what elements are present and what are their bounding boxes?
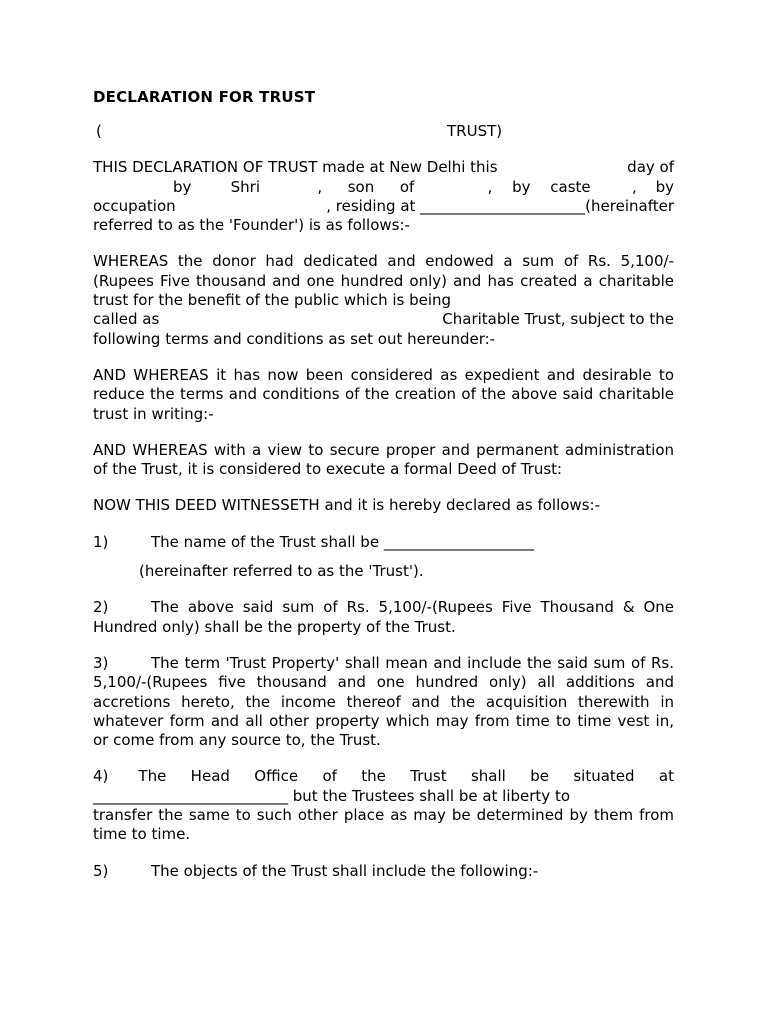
intro-line-2 bbox=[93, 178, 674, 197]
trust-name-open-paren: ( bbox=[96, 122, 102, 141]
clause-4-head-office bbox=[138, 767, 674, 786]
whereas-1-text: WHEREAS the donor had dedicated and endowed a sum of Rs. 5,100/- (Rupees Five thousand and one hundred only) and has created a charitable trust for the benefit of the public which is being bbox=[93, 252, 674, 310]
intro-line-1 bbox=[93, 158, 674, 177]
intro-word: caste bbox=[550, 177, 591, 196]
intro-paragraph bbox=[93, 158, 674, 235]
whereas-1-called-line bbox=[93, 310, 674, 329]
clause-4-rest: transfer the same to such other place as may be determined by them from time to time. bbox=[93, 806, 674, 844]
document-page bbox=[93, 88, 674, 898]
intro-by-shri bbox=[173, 178, 260, 197]
intro-occupation: occupation bbox=[93, 196, 176, 215]
clause-number: 5) bbox=[93, 861, 109, 880]
clause-2 bbox=[93, 598, 674, 637]
clause-number: 3) bbox=[93, 653, 109, 672]
intro-line-1-text: THIS DECLARATION OF TRUST made at New Delhi this bbox=[93, 158, 498, 177]
intro-by-end bbox=[632, 178, 674, 197]
intro-line-3 bbox=[93, 197, 674, 216]
clause-text: The term 'Trust Property' shall mean and include the said sum of Rs. 5,100/-(Rupees five thousand and one hundred only) all additions and accretions hereto, the income thereof and the acquisition therewith in whatever form and all other property which may from time to time vest in, or come from any source to, the Trust. bbox=[93, 653, 674, 750]
intro-word: by bbox=[512, 177, 531, 196]
intro-line-4: referred to as the 'Founder') is as follows:- bbox=[93, 216, 410, 235]
whereas-1-called: called as bbox=[93, 310, 160, 329]
intro-by-caste bbox=[488, 178, 591, 197]
clause-4-line-2: __________________________ but the Trustees shall be at liberty to bbox=[93, 786, 571, 805]
clause-3 bbox=[93, 654, 674, 750]
clause-number: 4) bbox=[93, 767, 109, 786]
clause-1 bbox=[93, 533, 674, 552]
clause-number: 1) bbox=[93, 532, 109, 551]
intro-word: by bbox=[173, 177, 192, 196]
trust-name-suffix: TRUST) bbox=[447, 122, 503, 141]
whereas-paragraph-2: AND WHEREAS it has now been considered as expedient and desirable to reduce the terms and conditions of the creation of the above said charitable trust in writing:- bbox=[93, 365, 674, 423]
trust-name-line bbox=[93, 122, 674, 141]
clause-text: The objects of the Trust shall include the following:- bbox=[151, 861, 539, 880]
witnesseth-paragraph: NOW THIS DEED WITNESSETH and it is hereby declared as follows:- bbox=[93, 496, 600, 515]
clause-4 bbox=[93, 767, 674, 844]
intro-word: , bbox=[487, 177, 493, 196]
intro-word: Shri bbox=[230, 177, 260, 196]
intro-word: by bbox=[655, 177, 674, 196]
clause-text: The above said sum of Rs. 5,100/-(Rupees Five Thousand & One Hundred only) shall be the property of the Trust. bbox=[93, 598, 674, 636]
whereas-paragraph-3: AND WHEREAS with a view to secure proper and permanent administration of the Trust, it is considered to execute a formal Deed of Trust: bbox=[93, 440, 674, 479]
clause-text: The name of the Trust shall be ____________________ bbox=[151, 532, 534, 551]
whereas-paragraph-1 bbox=[93, 252, 674, 348]
clause-1-sub: (hereinafter referred to as the 'Trust'). bbox=[139, 562, 424, 581]
intro-word: , bbox=[317, 177, 323, 196]
clause-text: The Head Office of the Trust shall be situated at bbox=[138, 767, 674, 786]
intro-word: son bbox=[347, 177, 375, 196]
clause-4-line-1 bbox=[93, 767, 674, 786]
intro-word: , bbox=[631, 177, 637, 196]
whereas-1-end: following terms and conditions as set out hereunder:- bbox=[93, 329, 496, 348]
intro-son-of bbox=[317, 178, 414, 197]
clause-number: 2) bbox=[93, 598, 109, 617]
intro-word: of bbox=[399, 177, 415, 196]
document-title: DECLARATION FOR TRUST bbox=[93, 88, 316, 106]
intro-line-1-day: day of bbox=[627, 158, 674, 177]
clause-5 bbox=[93, 862, 674, 881]
whereas-1-trust: Charitable Trust, subject to the bbox=[442, 310, 674, 329]
intro-residing: , residing at ______________________(hereinafter bbox=[326, 196, 674, 215]
